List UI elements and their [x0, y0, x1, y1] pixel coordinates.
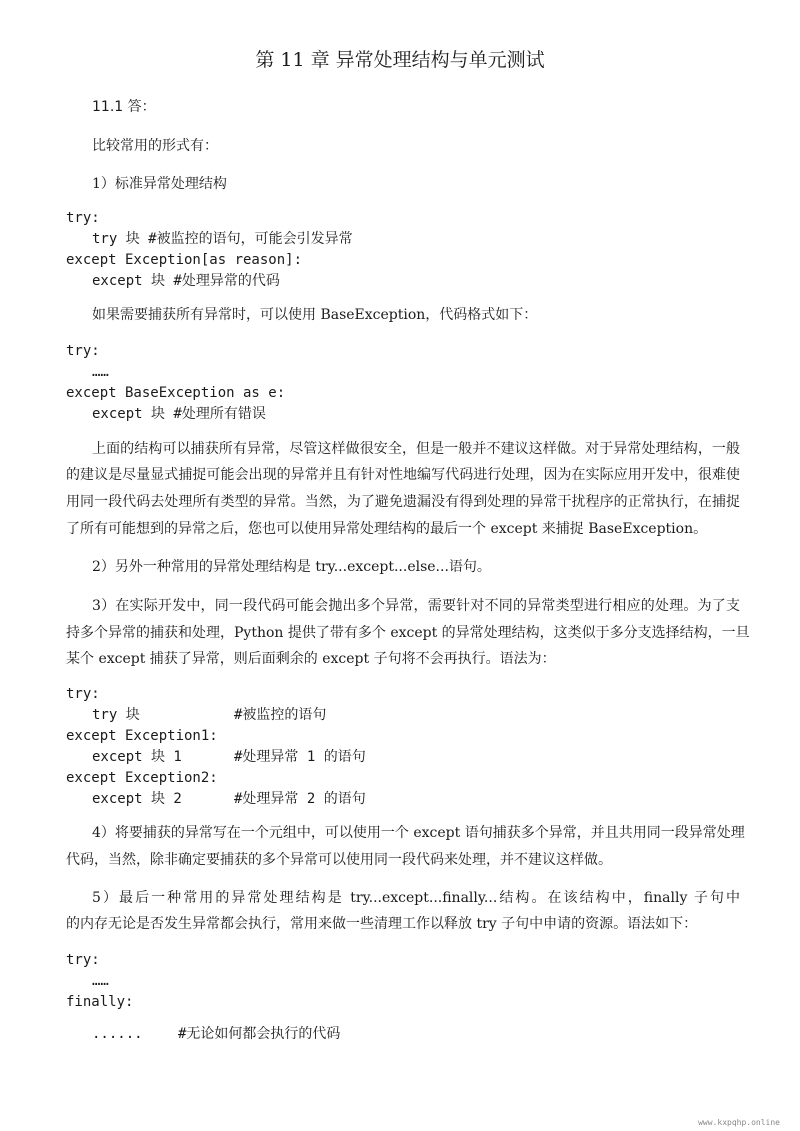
- code-line: try:: [66, 952, 100, 968]
- code-line: ......: [92, 1026, 143, 1042]
- paragraph-line: 2）另外一种常用的异常处理结构是 try...except...else...语句。: [92, 559, 491, 575]
- paragraph-line: 如果需要捕获所有异常时，可以使用 BaseException，代码格式如下：: [92, 307, 538, 323]
- paragraph-line: 1）标准异常处理结构: [92, 176, 227, 192]
- code-line: try:: [66, 343, 100, 359]
- code-line: ……: [92, 973, 109, 989]
- paragraph-line: 了所有可能想到的异常之后，您也可以使用异常处理结构的最后一个 except 来捕捉 BaseException。: [66, 521, 708, 537]
- paragraph-line: 3）在实际开发中，同一段代码可能会抛出多个异常，需要针对不同的异常类型进行相应的处理。为了支: [92, 598, 740, 614]
- code-line: ……: [92, 364, 109, 380]
- paragraph-line: 上面的结构可以捕获所有异常，尽管这样做很安全，但是一般并不建议这样做。对于异常处理结构，一般: [92, 441, 740, 457]
- code-line: try 块: [92, 707, 140, 723]
- code-line: except Exception[as reason]:: [66, 252, 303, 268]
- chapter-title: 第 11 章 异常处理结构与单元测试: [255, 49, 545, 71]
- code-line: finally:: [66, 994, 134, 1010]
- paragraph-line: 的建议是尽量显式捕捉可能会出现的异常并且有针对性地编写代码进行处理，因为在实际应用开发中，很难使: [66, 467, 740, 483]
- paragraph-line: 某个 except 捕获了异常，则后面剩余的 except 子句将不会再执行。语法为：: [66, 651, 556, 667]
- code-line: except 块 #处理所有错误: [92, 406, 266, 422]
- code-line: except Exception2:: [66, 770, 218, 786]
- code-line: except 块 #处理异常的代码: [92, 273, 280, 289]
- code-comment: #被监控的语句: [234, 707, 327, 723]
- code-comment: #处理异常 1 的语句: [234, 749, 366, 765]
- code-line: try:: [66, 210, 100, 226]
- watermark: www.kxpqhp.online: [698, 1118, 780, 1127]
- paragraph-line: 5）最后一种常用的异常处理结构是 try...except...finally...结构。在该结构中，finally 子句中: [92, 890, 740, 906]
- code-line: except 块 2: [92, 791, 182, 807]
- paragraph-line: 的内存无论是否发生异常都会执行，常用来做一些清理工作以释放 try 子句中申请的资源。语法如下：: [66, 916, 698, 932]
- code-comment: #处理异常 2 的语句: [234, 791, 366, 807]
- code-line: except 块 1: [92, 749, 182, 765]
- paragraph-line: 代码，当然，除非确定要捕获的多个异常可以使用同一段代码来处理，并不建议这样做。: [66, 852, 612, 868]
- paragraph-line: 持多个异常的捕获和处理，Python 提供了带有多个 except 的异常处理结构，这类似于多分支选择结构，一旦: [66, 625, 750, 641]
- paragraph-line: 4）将要捕获的异常写在一个元组中，可以使用一个 except 语句捕获多个异常，并且共用同一段异常处理: [92, 825, 745, 841]
- code-line: except BaseException as e:: [66, 385, 286, 401]
- code-line: except Exception1:: [66, 728, 218, 744]
- code-line: try:: [66, 686, 100, 702]
- code-line: try 块 #被监控的语句，可能会引发异常: [92, 231, 353, 247]
- paragraph-line: 比较常用的形式有：: [92, 138, 218, 154]
- code-comment: #无论如何都会执行的代码: [178, 1026, 341, 1042]
- paragraph-line: 用同一段代码去处理所有类型的异常。当然，为了避免遗漏没有得到处理的异常干扰程序的正常执行，在捕捉: [66, 494, 740, 510]
- section-number: 11.1 答：: [92, 99, 156, 115]
